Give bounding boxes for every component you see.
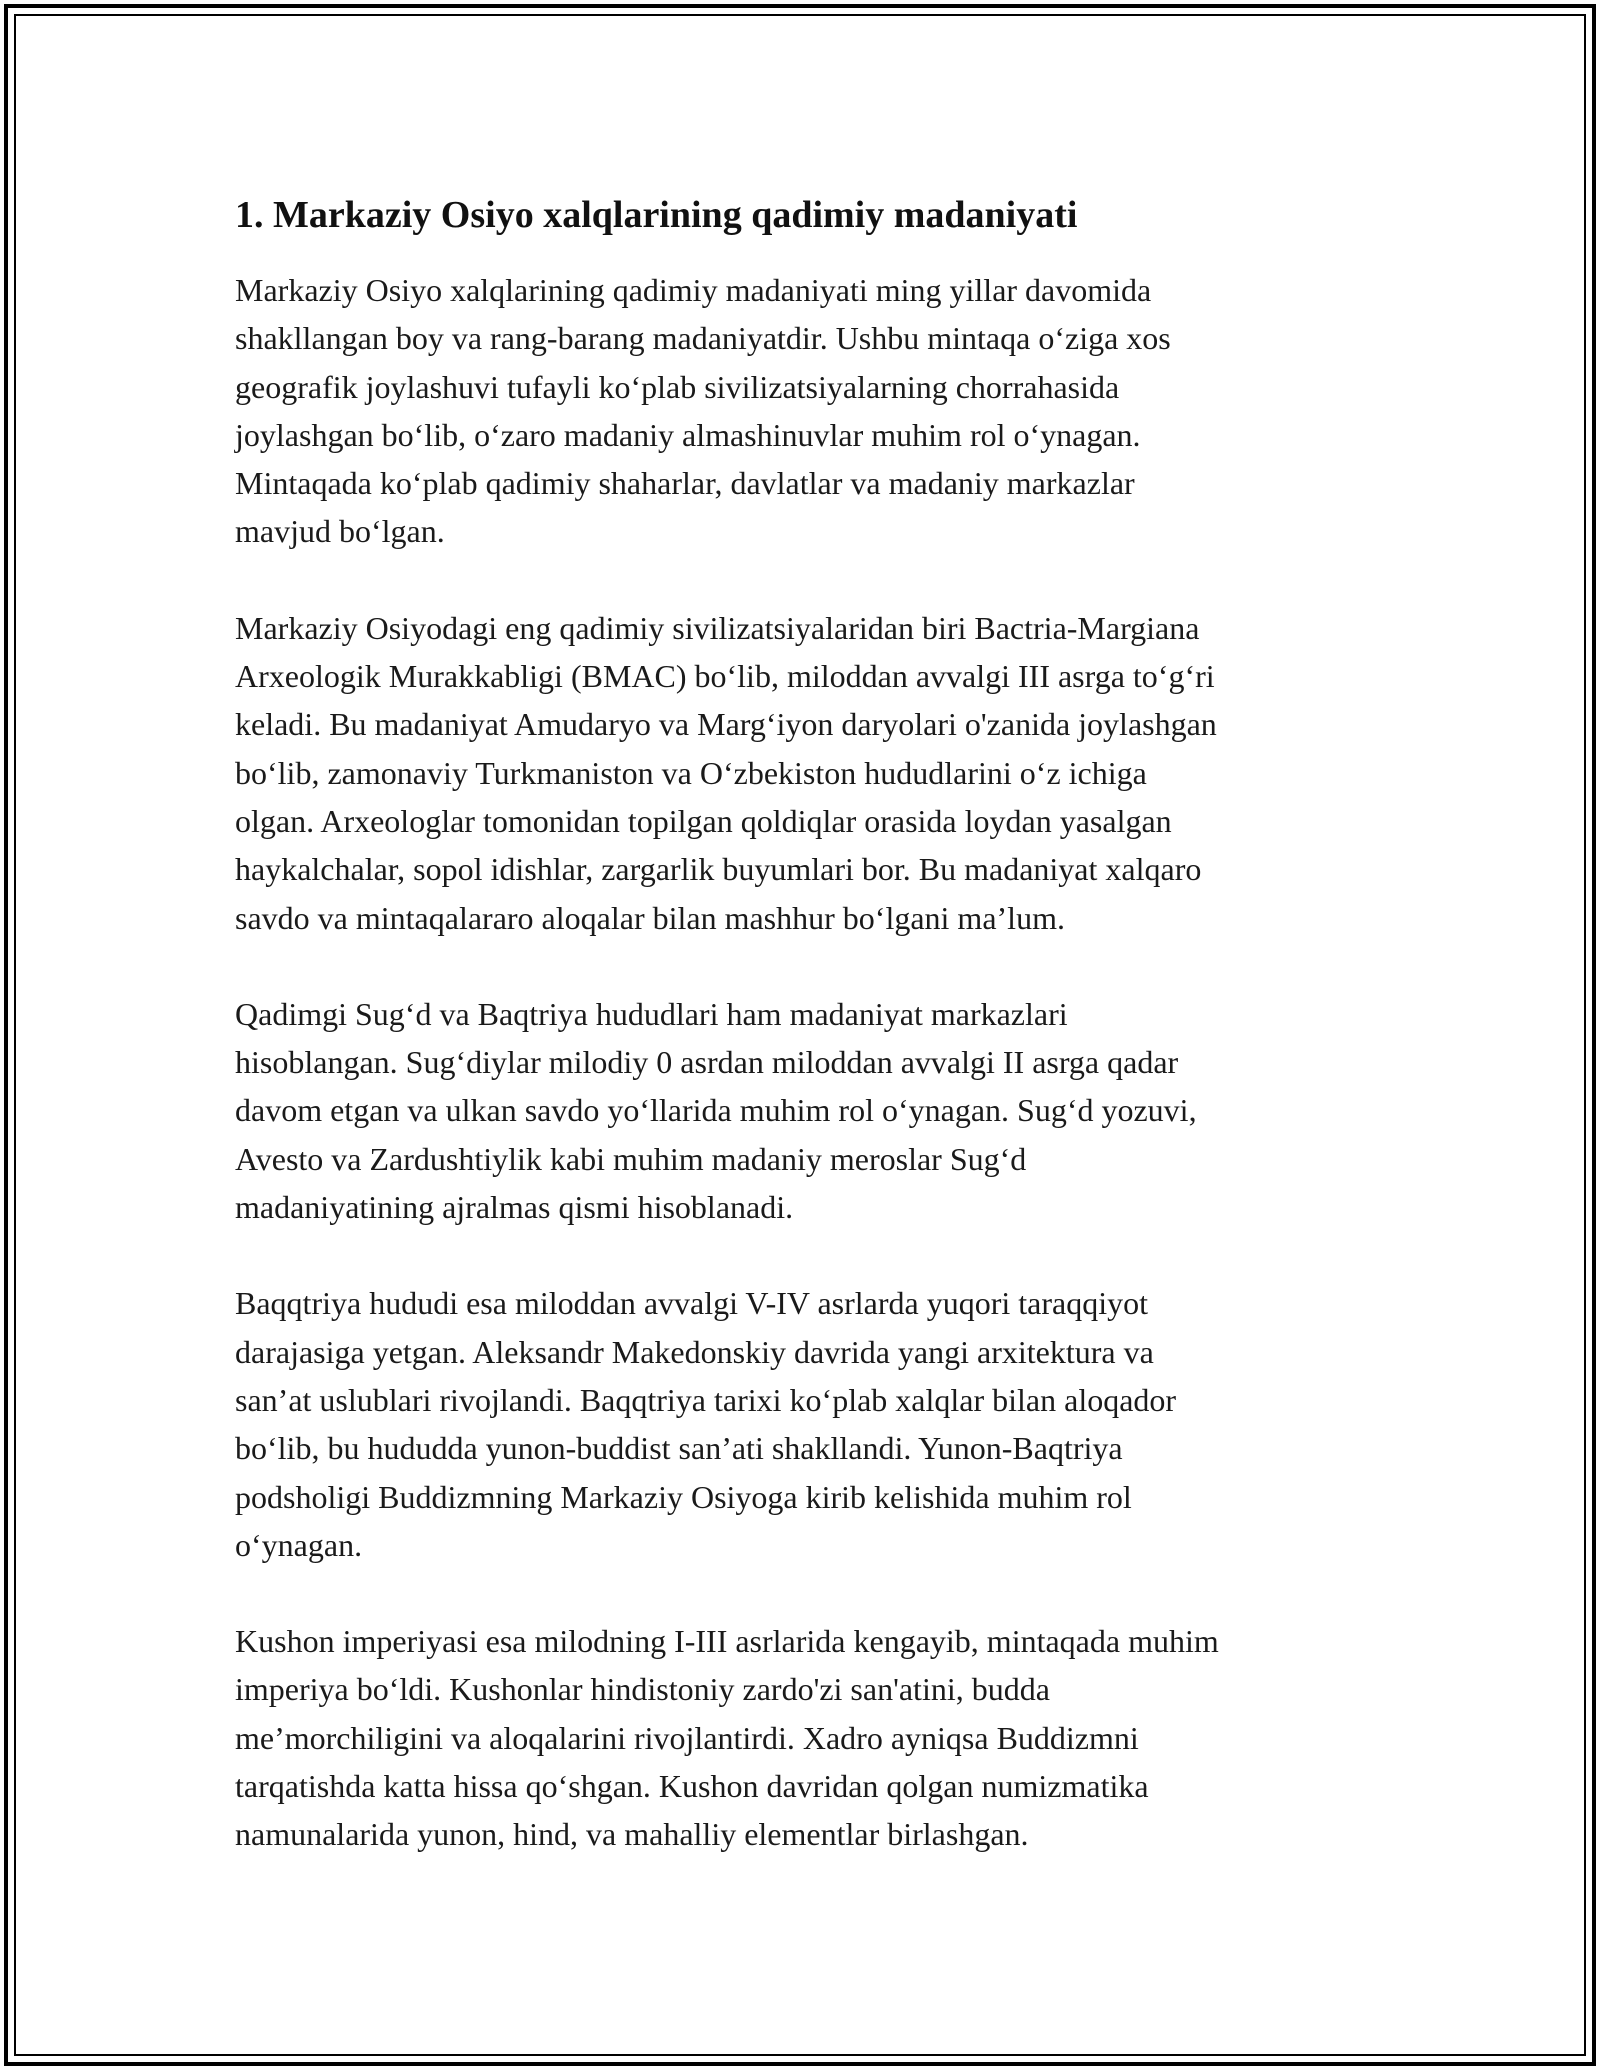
paragraph-sogdiana: Qadimgi Sug‘d va Baqtriya hududlari ham madaniyat markazlari hisoblangan. Sug‘diylar milodiy 0 asrdan miloddan avvalgi II asrga qadar davom etgan va ulkan savdo yo‘llarida muhim rol o‘ynagan. Sug‘d yozuvi, Avesto va Zardushtiylik kabi muhim madaniy meroslar Sug‘d madaniyatining ajralmas qismi hisoblanadi. [235,995,1197,1226]
paragraph-bmac: Markaziy Osiyodagi eng qadimiy sivilizatsiyalaridan biri Bactria-Margiana Arxeologik Murakkabligi (BMAC) bo‘lib, miloddan avvalgi III asrga to‘g‘ri keladi. Bu madaniyat Amudaryo va Marg‘iyon daryolari o'zanida joylashgan bo‘lib, zamonaviy Turkmaniston va O‘zbekiston hududlarini o‘z ichiga olgan. Arxeologlar tomonidan topilgan qoldiqlar orasida loydan yasalgan haykalchalar, sopol idishlar, zargarlik buyumlari bor. Bu madaniyat xalqaro savdo va mintaqalararo aloqalar bilan mashhur bo‘lgani ma’lum. [235,609,1217,936]
page-title: 1. Markaziy Osiyo xalqlarining qadimiy madaniyati [235,194,1078,236]
paragraph-kushan: Kushon imperiyasi esa milodning I-III asrlarida kengayib, mintaqada muhim imperiya bo‘ldi. Kushonlar hindistoniy zardo'zi san'atini, budda me’morchiligini va aloqalarini rivojlantirdi. Xadro ayniqsa Buddizmni tarqatishda katta hissa qo‘shgan. Kushon davridan qolgan numizmatika namunalarida yunon, hind, va mahalliy elementlar birlashgan. [235,1623,1219,1853]
document-body [235,190,1385,1859]
paragraph-bactria: Baqqtriya hududi esa miloddan avvalgi V-IV asrlarda yuqori taraqqiyot darajasiga yetgan. Aleksandr Makedonskiy davrida yangi arxitektura va san’at uslublari rivojlandi. Baqqtriya tarixi ko‘plab xalqlar bilan aloqador bo‘lib, bu hududda yunon-buddist san’ati shakllandi. Yunon-Baqtriya podsholigi Buddizmning Markaziy Osiyoga kirib kelishida muhim rol o‘ynagan. [235,1285,1177,1563]
paragraph-bmac-intro: Markaziy Osiyo xalqlarining qadimiy madaniyati ming yillar davomida shakllangan boy va rang-barang madaniyatdir. Ushbu mintaqa o‘ziga xos geografik joylashuvi tufayli ko‘plab sivilizatsiyalarning chorrahasida joylashgan bo‘lib, o‘zaro madaniy almashinuvlar muhim rol o‘ynagan. Mintaqada ko‘plab qadimiy shaharlar, davlatlar va madaniy markazlar mavjud bo‘lgan. [235,272,1171,550]
